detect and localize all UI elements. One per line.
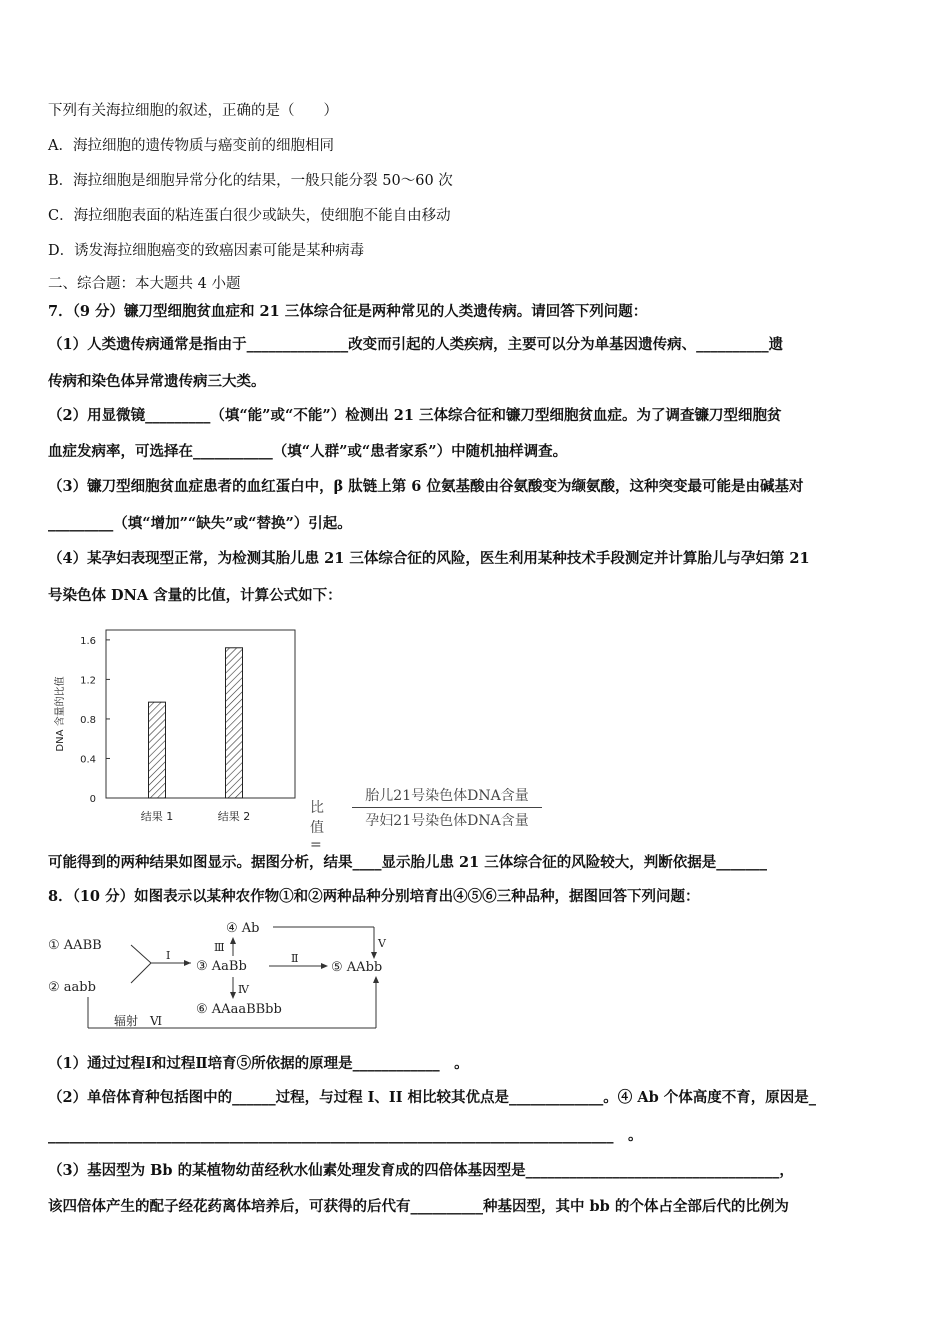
q8-part3-line2: 该四倍体产生的配子经花药离体培养后，可获得的后代有__________种基因型，其中 bb 的个体占全部后代的比例为 [48, 1198, 789, 1215]
y-tick-label: 1.6 [80, 635, 96, 647]
label-IV: Ⅳ [238, 983, 249, 996]
formula-denominator: 孕妇21号染色体DNA含量 [365, 813, 529, 829]
q8-part3-line1: （3）基因型为 Bb 的某植物幼苗经秋水仙素处理发育成的四倍体基因型是___________________________________， [48, 1162, 794, 1179]
node-5: ⑤ AAbb [331, 960, 383, 975]
label-I: Ⅰ [166, 949, 171, 962]
plot-frame [106, 630, 295, 798]
x-category-label: 结果 2 [217, 810, 251, 823]
q7-part2-line1: （2）用显微镜_________（填“能”或“不能”）检测出 21 三体综合征和镰刀型细胞贫血症。为了调查镰刀型细胞贫 [48, 407, 782, 424]
y-tick-label: 0.4 [80, 754, 96, 766]
label-V: Ⅴ [378, 937, 386, 950]
y-tick-label: 1.2 [80, 675, 96, 687]
q7-part3-line1: （3）镰刀型细胞贫血症患者的血红蛋白中，β 肽链上第 6 位氨基酸由谷氨酸变为缬氨酸，这种突变最可能是由碱基对 [48, 478, 804, 495]
q7-part1-line2: 传病和染色体异常遗传病三大类。 [48, 373, 266, 390]
label-VI: 辐射 Ⅵ [114, 1014, 163, 1028]
q7-part4-line2: 号染色体 DNA 含量的比值，计算公式如下： [48, 587, 342, 604]
label-III: Ⅲ [214, 941, 225, 954]
x-category-label: 结果 1 [140, 810, 174, 823]
formula-label: 比值= [310, 800, 324, 853]
q7-part4-line1: （4）某孕妇表现型正常，为检测其胎儿患 21 三体综合征的风险，医生利用某种技术手段测定并计算胎儿与孕妇第 21 [48, 550, 810, 567]
formula-numerator: 胎儿21号染色体DNA含量 [352, 785, 542, 808]
node-1: ① AABB [48, 938, 102, 953]
section-heading: 二、综合题：本大题共 4 小题 [48, 276, 241, 292]
q7-part2-line2: 血症发病率，可选择在___________（填“人群”或“患者家系”）中随机抽样调查。 [48, 443, 568, 460]
q6-option-d: D．诱发海拉细胞癌变的致癌因素可能是某种病毒 [48, 243, 365, 259]
node-4: ④ Ab [226, 921, 260, 936]
node-6: ⑥ AAaaBBbb [196, 1002, 282, 1017]
bar-1 [149, 702, 166, 798]
q7-part1-line1: （1）人类遗传病通常是指由于______________改变而引起的人类疾病，主要可以分为单基因遗传病、__________遗 [48, 336, 784, 353]
q8-stem: 8．（10 分）如图表示以某种农作物①和②两种品种分别培育出④⑤⑥三种品种，据图回答下列问题： [48, 888, 700, 905]
q6-option-c: C．海拉细胞表面的粘连蛋白很少或缺失，使细胞不能自由移动 [48, 208, 451, 224]
bar-2 [226, 648, 243, 798]
breeding-diagram [46, 915, 406, 1037]
dna-ratio-bar-chart [50, 622, 350, 832]
q6-option-b: B．海拉细胞是细胞异常分化的结果，一般只能分裂 50～60 次 [48, 173, 453, 189]
y-axis-label: DNA 含量的比值 [55, 676, 66, 752]
q6-option-a: A．海拉细胞的遗传物质与癌变前的细胞相同 [48, 138, 334, 154]
y-tick-label: 0 [89, 794, 96, 805]
q8-part1: （1）通过过程Ⅰ和过程Ⅱ培育⑤所依据的原理是____________ 。 [48, 1055, 469, 1072]
q7-part3-line2: _________（填“增加”“缺失”或“替换”）引起。 [48, 515, 352, 532]
q7-conclusion: 可能得到的两种结果如图显示。据图分析，结果____显示胎儿患 21 三体综合征的风险较大，判断依据是_______ [48, 854, 768, 871]
q6-stem: 下列有关海拉细胞的叙述，正确的是（ ） [48, 103, 338, 119]
q8-part2-line1: （2）单倍体育种包括图中的______过程，与过程 I、II 相比较其优点是_____________。④ Ab 个体高度不育，原因是_ [48, 1089, 817, 1106]
node-2: ② aabb [48, 980, 96, 995]
y-tick-label: 0.8 [80, 714, 96, 726]
label-II: Ⅱ [291, 952, 299, 965]
node-3: ③ AaBb [196, 959, 247, 974]
q8-part2-line2: ______________________________________________________________________________ 。 [48, 1127, 643, 1144]
q7-stem: 7．（9 分）镰刀型细胞贫血症和 21 三体综合征是两种常见的人类遗传病。请回答下列问题： [48, 303, 648, 320]
